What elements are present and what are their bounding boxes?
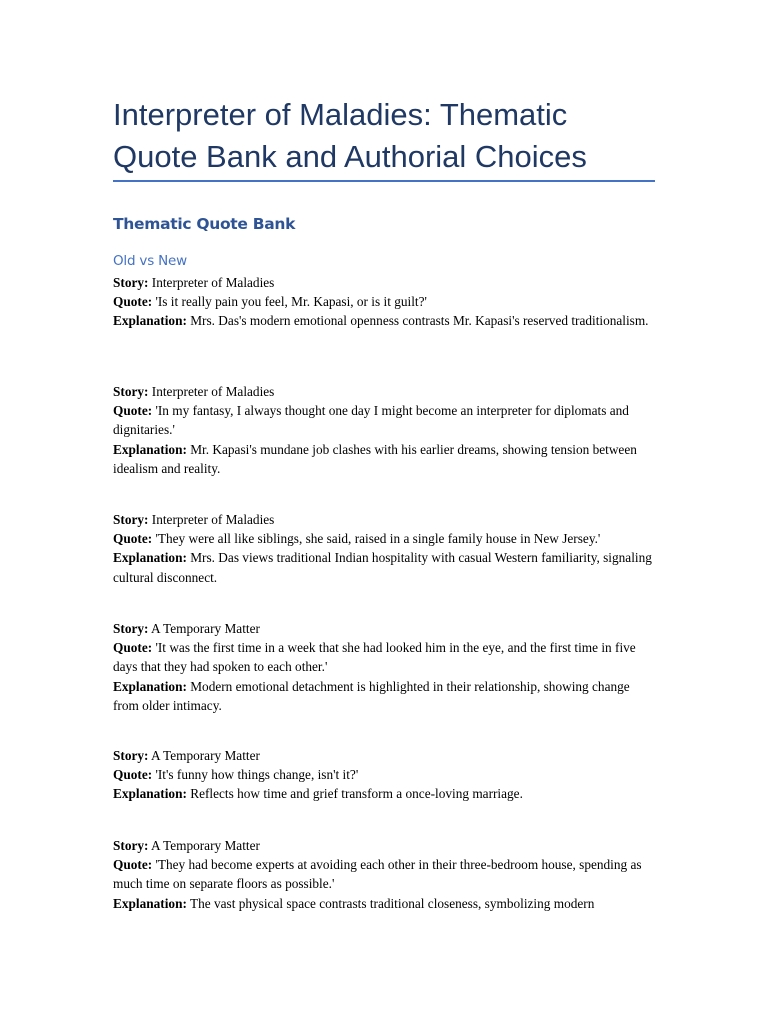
quote-line (113, 638, 658, 676)
explanation-value: Mrs. Das views traditional Indian hospitality with casual Western familiarity, signaling cultural disconnect. (113, 550, 652, 585)
explanation-line (113, 548, 658, 586)
explanation-line (113, 677, 658, 715)
subsection-heading: Old vs New (113, 253, 187, 269)
explanation-label: Explanation: (113, 313, 187, 329)
story-label: Story: (113, 275, 149, 290)
quote-entry (113, 382, 658, 478)
quote-value: 'Is it really pain you feel, Mr. Kapasi, or is it guilt?' (155, 294, 427, 310)
quote-line (113, 765, 658, 784)
story-label: Story: (113, 621, 149, 636)
quote-label: Quote: (113, 294, 153, 310)
story-line (113, 619, 658, 638)
explanation-line (113, 440, 658, 478)
explanation-value: Mr. Kapasi's mundane job clashes with his earlier dreams, showing tension between idealism and reality. (113, 441, 637, 476)
story-label: Story: (113, 512, 149, 527)
quote-entry (113, 836, 658, 913)
story-label: Story: (113, 838, 149, 853)
story-value: A Temporary Matter (151, 621, 260, 636)
story-value: A Temporary Matter (151, 838, 260, 853)
story-value: Interpreter of Maladies (151, 384, 275, 399)
quote-line (113, 529, 658, 548)
explanation-label: Explanation: (113, 895, 187, 911)
explanation-value: Modern emotional detachment is highlighted in their relationship, showing change from older intimacy. (113, 678, 630, 713)
explanation-label: Explanation: (113, 441, 187, 457)
story-line (113, 836, 658, 855)
title-underline (113, 180, 655, 182)
explanation-value: Reflects how time and grief transform a once-loving marriage. (190, 786, 523, 802)
quote-value: 'In my fantasy, I always thought one day I might become an interpreter for diplomats and dignitaries.' (113, 403, 629, 438)
story-line (113, 273, 658, 292)
quote-value: 'It's funny how things change, isn't it?' (155, 767, 359, 783)
quote-entry (113, 510, 658, 587)
quote-value: 'They had become experts at avoiding each other in their three-bedroom house, spending as much time on separate floors as possible.' (113, 857, 642, 892)
explanation-label: Explanation: (113, 786, 187, 802)
quote-line (113, 292, 658, 311)
story-value: Interpreter of Maladies (151, 512, 275, 527)
story-value: A Temporary Matter (151, 748, 260, 763)
explanation-line (113, 894, 658, 913)
story-value: Interpreter of Maladies (151, 275, 275, 290)
explanation-label: Explanation: (113, 550, 187, 566)
quote-label: Quote: (113, 531, 153, 547)
document-title: Interpreter of Maladies: Thematic Quote Bank and Authorial Choices (113, 97, 587, 174)
explanation-label: Explanation: (113, 678, 187, 694)
story-label: Story: (113, 384, 149, 399)
story-label: Story: (113, 748, 149, 763)
quote-value: 'They were all like siblings, she said, raised in a single family house in New Jersey.' (155, 531, 601, 547)
quote-entry (113, 273, 658, 331)
quote-entry (113, 619, 658, 715)
story-line (113, 510, 658, 529)
explanation-line (113, 784, 658, 803)
quote-value: 'It was the first time in a week that she had looked him in the eye, and the first time in five days that they had spoken to each other.' (113, 640, 636, 675)
explanation-value: The vast physical space contrasts traditional closeness, symbolizing modern (190, 895, 595, 911)
quote-label: Quote: (113, 403, 153, 419)
story-line (113, 746, 658, 765)
section-heading: Thematic Quote Bank (113, 215, 296, 233)
quote-label: Quote: (113, 640, 153, 656)
quote-line (113, 401, 658, 439)
explanation-value: Mrs. Das's modern emotional openness contrasts Mr. Kapasi's reserved traditionalism. (190, 313, 649, 329)
quote-label: Quote: (113, 857, 153, 873)
explanation-line (113, 311, 658, 330)
story-line (113, 382, 658, 401)
quote-label: Quote: (113, 767, 153, 783)
quote-entry (113, 746, 658, 804)
quote-line (113, 855, 658, 893)
